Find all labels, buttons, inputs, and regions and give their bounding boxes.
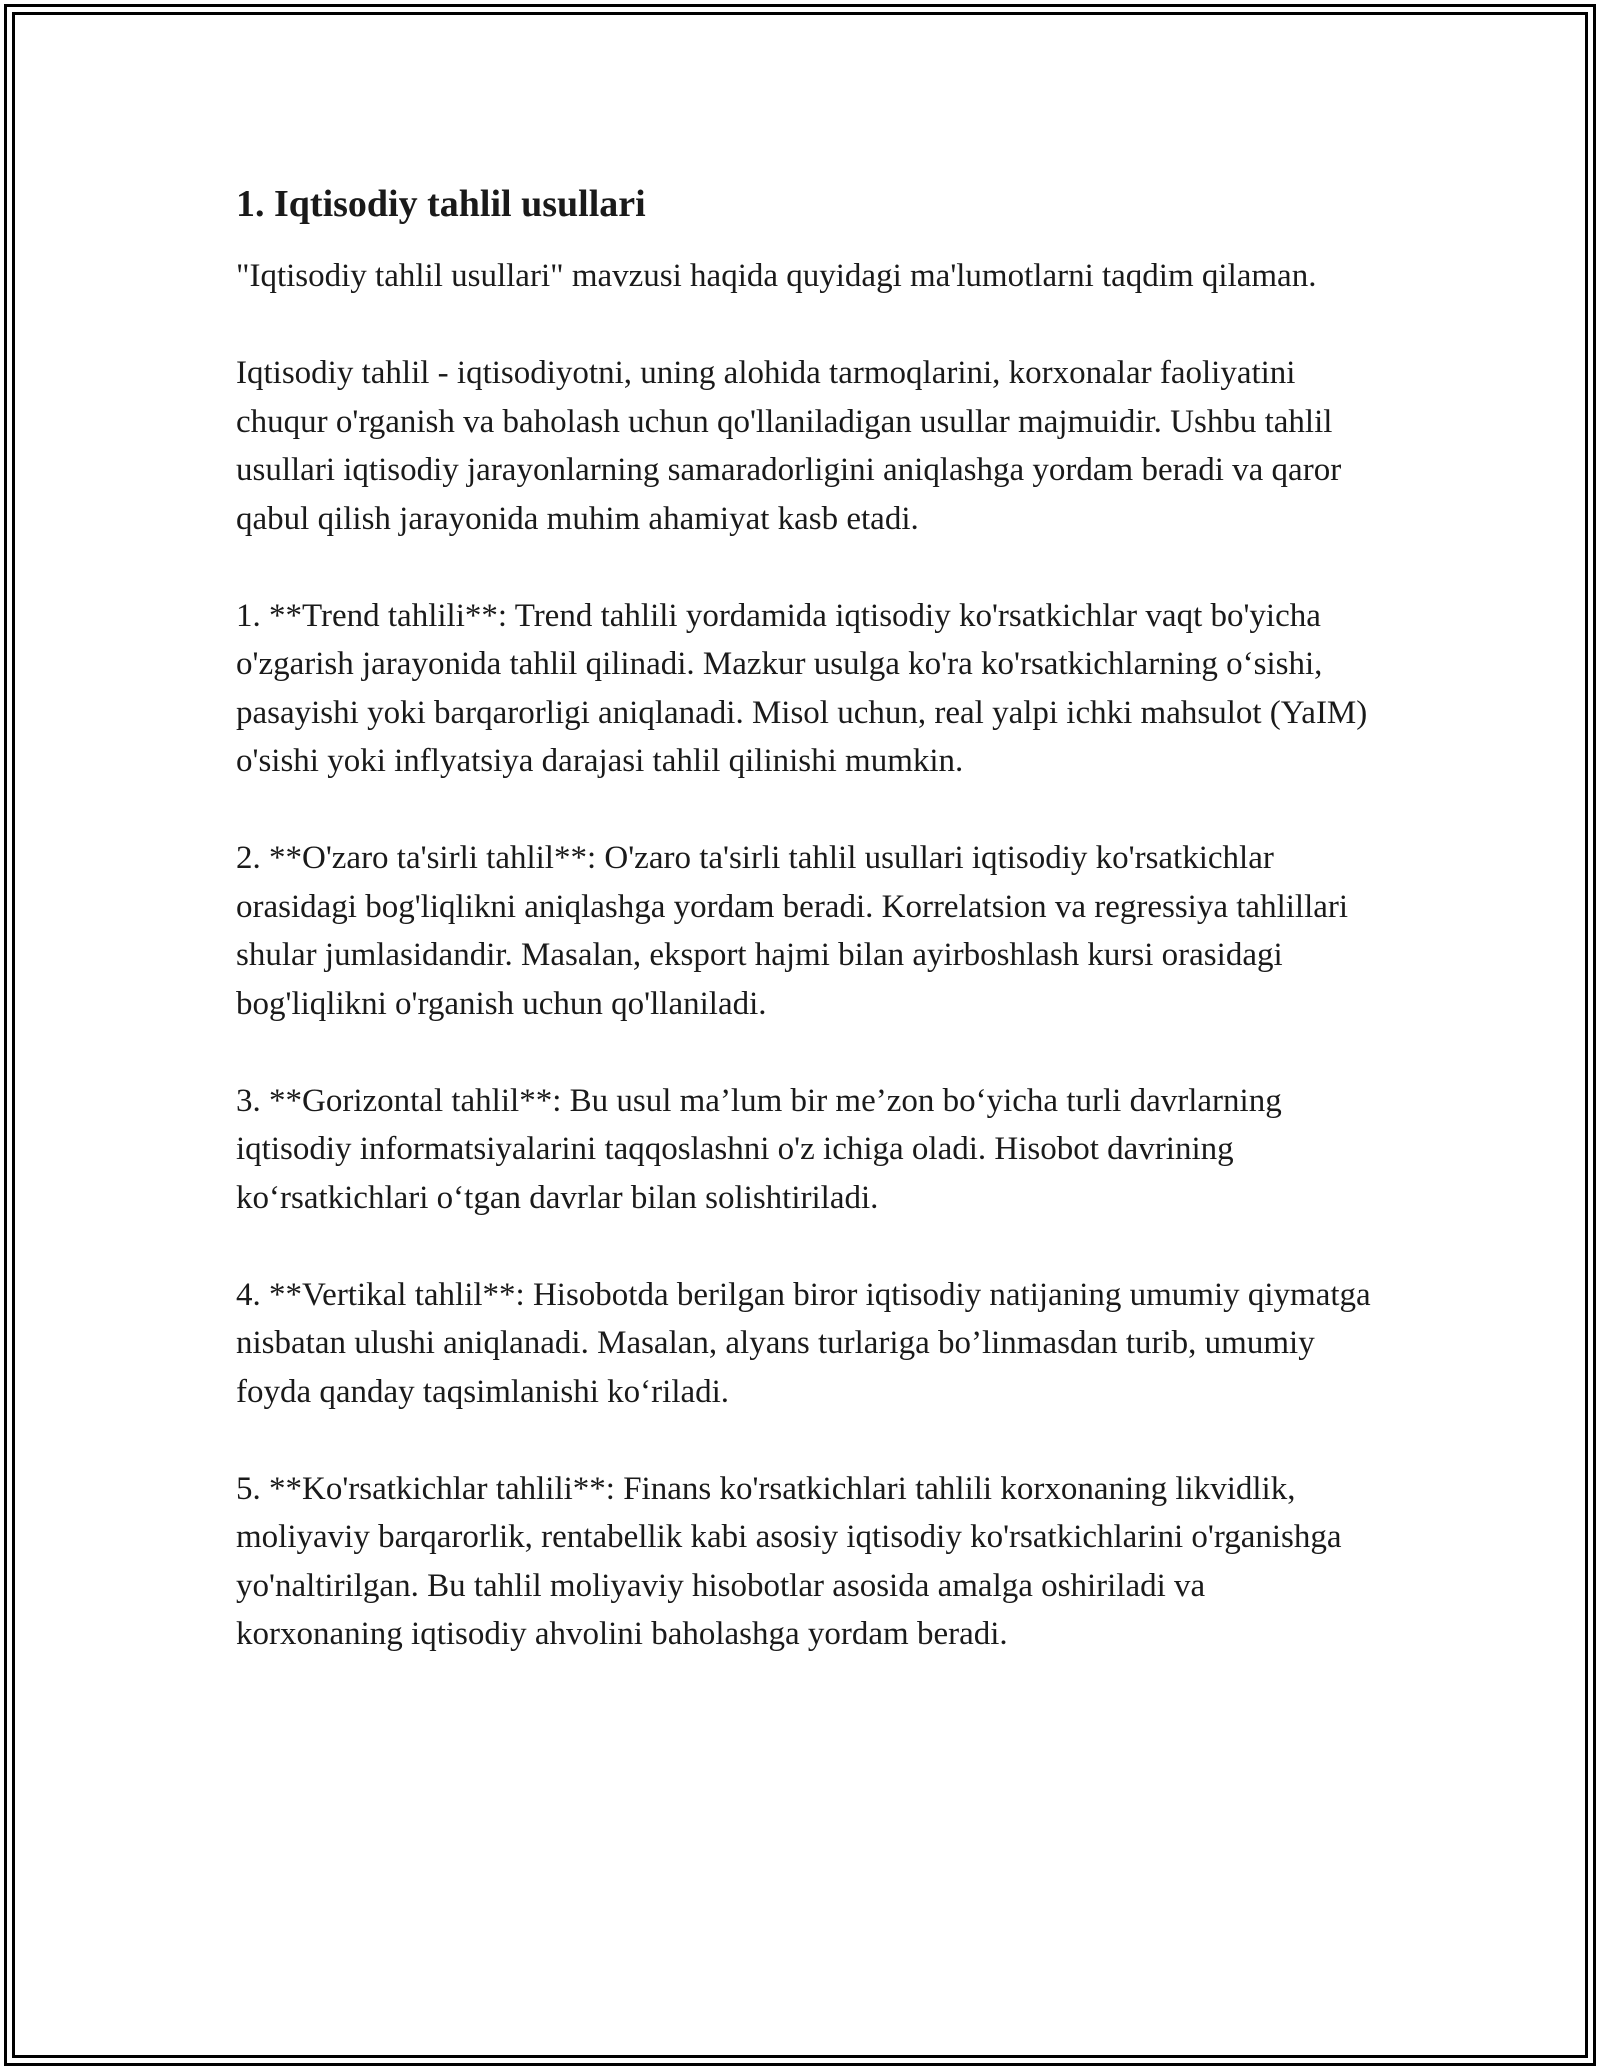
- document-title: 1. Iqtisodiy tahlil usullari: [236, 183, 646, 225]
- definition-paragraph: Iqtisodiy tahlil - iqtisodiyotni, uning alohida tarmoqlarini, korxonalar faoliyatini chuqur o'rganish va baholash uchun qo'llaniladigan usullar majmuidir. Ushbu tahlil usullari iqtisodiy jarayonlarning samaradorligini aniqlashga yordam beradi va qaror qabul qilish jarayonida muhim ahamiyat kasb etadi.: [236, 355, 1342, 537]
- document-body: [236, 180, 1376, 1659]
- vertical-analysis-paragraph: 4. **Vertikal tahlil**: Hisobotda berilgan biror iqtisodiy natijaning umumiy qiymatga nisbatan ulushi aniqlanadi. Masalan, alyans turlariga bo’linmasdan turib, umumiy foyda qanday taqsimlanishi ko‘riladi.: [236, 1276, 1371, 1410]
- trend-analysis-paragraph: 1. **Trend tahlili**: Trend tahlili yordamida iqtisodiy ko'rsatkichlar vaqt bo'yicha o'zgarish jarayonida tahlil qilinadi. Mazkur usulga ko'ra ko'rsatkichlarning o‘sishi, pasayishi yoki barqarorligi aniqlanadi. Misol uchun, real yalpi ichki mahsulot (YaIM) o'sishi yoki inflyatsiya darajasi tahlil qilinishi mumkin.: [236, 597, 1368, 779]
- ratio-analysis-paragraph: 5. **Ko'rsatkichlar tahlili**: Finans ko'rsatkichlari tahlili korxonaning likvidlik, moliyaviy barqarorlik, rentabellik kabi asosiy iqtisodiy ko'rsatkichlarini o'rganishga yo'naltirilgan. Bu tahlil moliyaviy hisobotlar asosida amalga oshiriladi va korxonaning iqtisodiy ahvolini baholashga yordam beradi.: [236, 1470, 1342, 1652]
- horizontal-analysis-paragraph: 3. **Gorizontal tahlil**: Bu usul ma’lum bir me’zon bo‘yicha turli davrlarning iqtisodiy informatsiyalarini taqqoslashni o'z ichiga oladi. Hisobot davrining ko‘rsatkichlari o‘tgan davrlar bilan solishtiriladi.: [236, 1082, 1282, 1216]
- correlation-analysis-paragraph: 2. **O'zaro ta'sirli tahlil**: O'zaro ta'sirli tahlil usullari iqtisodiy ko'rsatkichlar orasidagi bog'liqlikni aniqlashga yordam beradi. Korrelatsion va regressiya tahlillari shular jumlasidandir. Masalan, eksport hajmi bilan ayirboshlash kursi orasidagi bog'liqlikni o'rganish uchun qo'llaniladi.: [236, 840, 1349, 1022]
- intro-paragraph: "Iqtisodiy tahlil usullari" mavzusi haqida quyidagi ma'lumotlarni taqdim qilaman.: [236, 258, 1317, 294]
